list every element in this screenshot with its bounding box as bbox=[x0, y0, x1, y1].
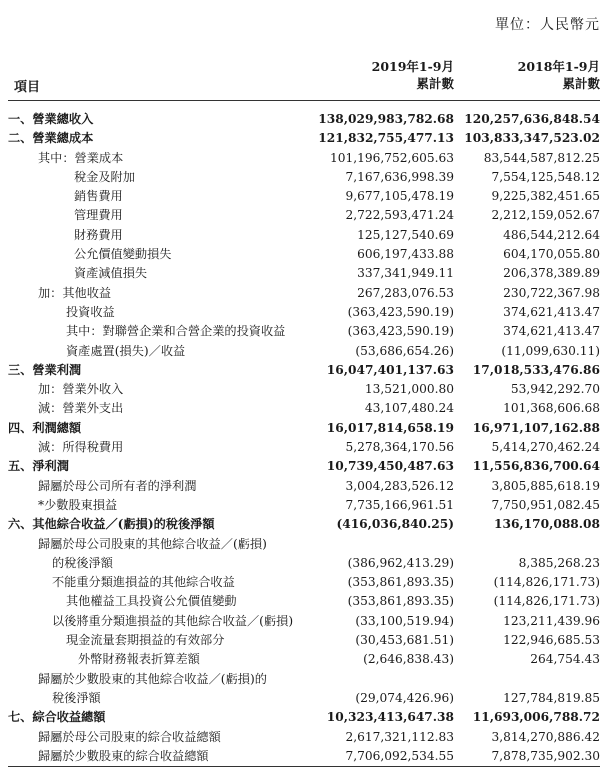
row-value-2018: (114,826,171.73) bbox=[493, 575, 600, 590]
row-label: 管理費用 bbox=[74, 208, 123, 223]
row-label: 五、淨利潤 bbox=[8, 459, 69, 474]
row-label: 歸屬於母公司股東的其他綜合收益／(虧損) bbox=[38, 536, 267, 551]
row-value-2018: 374,621,413.47 bbox=[503, 304, 600, 319]
row-label: 公允價值變動損失 bbox=[74, 247, 172, 262]
row-value-2019: (30,453,681.51) bbox=[355, 633, 454, 648]
row-value-2019: 125,127,540.69 bbox=[357, 227, 454, 242]
row-label: 其中：對聯營企業和合營企業的投資收益 bbox=[66, 324, 286, 339]
row-label: 資產處置(損失)／收益 bbox=[66, 343, 186, 358]
header-col2 bbox=[518, 58, 600, 92]
table-row bbox=[8, 573, 600, 592]
row-value-2019: (386,962,413.29) bbox=[347, 555, 454, 570]
table-row bbox=[8, 226, 600, 245]
table-row bbox=[8, 380, 600, 399]
row-label: 其他權益工具投資公允價值變動 bbox=[66, 594, 237, 609]
row-label: 二、營業總成本 bbox=[8, 131, 94, 146]
table-row bbox=[8, 322, 600, 341]
row-value-2019: 337,341,949.11 bbox=[357, 266, 454, 281]
row-value-2019: (363,423,590.19) bbox=[347, 324, 454, 339]
row-label: 不能重分類進損益的其他綜合收益 bbox=[52, 575, 235, 590]
table-row bbox=[8, 245, 600, 264]
row-value-2019: (353,861,893.35) bbox=[347, 575, 454, 590]
row-value-2018: 9,225,382,451.65 bbox=[491, 189, 600, 204]
row-label: 加：營業外收入 bbox=[38, 382, 124, 397]
row-value-2019: 43,107,480.24 bbox=[364, 401, 454, 416]
row-label: 六、其他綜合收益／(虧損)的稅後淨額 bbox=[8, 517, 215, 532]
table-row bbox=[8, 496, 600, 515]
row-label: 三、營業利潤 bbox=[8, 362, 82, 377]
row-value-2018: 122,946,685.53 bbox=[503, 633, 600, 648]
income-statement-table bbox=[8, 110, 600, 766]
table-row bbox=[8, 168, 600, 187]
row-label: 資產減值損失 bbox=[74, 266, 148, 281]
table-row bbox=[8, 631, 600, 650]
table-row bbox=[8, 206, 600, 225]
row-label: 歸屬於母公司所有者的淨利潤 bbox=[38, 478, 197, 493]
table-row bbox=[8, 650, 600, 669]
row-label: 稅後淨額 bbox=[52, 690, 101, 705]
header-col2-period: 2018年1-9月 bbox=[517, 59, 600, 74]
table-row bbox=[8, 592, 600, 611]
row-value-2019: (353,861,893.35) bbox=[347, 594, 454, 609]
row-value-2018: 5,414,270,462.24 bbox=[491, 440, 600, 455]
row-value-2018: (11,099,630.11) bbox=[501, 343, 600, 358]
row-label: 財務費用 bbox=[74, 227, 123, 242]
row-value-2019: (416,036,840.25) bbox=[336, 517, 454, 532]
row-value-2018: 264,754.43 bbox=[530, 652, 600, 667]
row-value-2018: 120,257,636,848.54 bbox=[464, 112, 600, 126]
row-label: 的稅後淨額 bbox=[52, 555, 113, 570]
row-value-2018: 2,212,159,052.67 bbox=[491, 208, 600, 223]
row-label: 以後將重分類進損益的其他綜合收益／(虧損) bbox=[52, 613, 294, 628]
table-row bbox=[8, 110, 600, 129]
row-value-2019: 121,832,755,477.13 bbox=[318, 131, 454, 146]
header-col1-period: 2019年1-9月 bbox=[371, 59, 454, 74]
table-row bbox=[8, 515, 600, 534]
table-row bbox=[8, 747, 600, 766]
row-value-2018: 206,378,389.89 bbox=[503, 266, 600, 281]
table-row bbox=[8, 708, 600, 727]
row-value-2019: 7,167,636,998.39 bbox=[345, 169, 454, 184]
row-value-2019: (363,423,590.19) bbox=[347, 304, 454, 319]
row-value-2019: 13,521,000.80 bbox=[364, 382, 454, 397]
row-value-2018: 7,750,951,082.45 bbox=[491, 497, 600, 512]
row-label: 歸屬於母公司股東的綜合收益總額 bbox=[38, 729, 221, 744]
row-label: 外幣財務報表折算差額 bbox=[78, 652, 200, 667]
row-value-2018: 604,170,055.80 bbox=[503, 247, 600, 262]
footer-divider bbox=[8, 766, 600, 767]
row-label: 減：營業外支出 bbox=[38, 401, 124, 416]
row-value-2018: 11,556,836,700.64 bbox=[472, 459, 600, 474]
table-row bbox=[8, 612, 600, 631]
row-value-2019: 7,735,166,961.51 bbox=[345, 497, 454, 512]
header-item: 項目 bbox=[14, 80, 41, 95]
table-row bbox=[8, 129, 600, 148]
row-value-2018: 136,170,088.08 bbox=[493, 517, 600, 532]
row-value-2018: 123,211,439.96 bbox=[503, 613, 600, 628]
row-value-2019: 16,047,401,137.63 bbox=[326, 362, 454, 377]
header-col1-cumulative: 累計數 bbox=[416, 76, 454, 91]
row-label: 一、營業總收入 bbox=[8, 112, 94, 126]
row-value-2018: 3,805,885,618.19 bbox=[491, 478, 600, 493]
row-label: 歸屬於少數股東的綜合收益總額 bbox=[38, 748, 209, 763]
row-value-2019: 2,722,593,471.24 bbox=[345, 208, 454, 223]
table-row bbox=[8, 419, 600, 438]
row-label: 歸屬於少數股東的其他綜合收益／(虧損)的 bbox=[38, 671, 267, 686]
row-value-2018: 17,018,533,476.86 bbox=[472, 362, 600, 377]
row-value-2019: 7,706,092,534.55 bbox=[345, 748, 454, 763]
row-value-2018: 7,878,735,902.30 bbox=[491, 748, 600, 763]
row-value-2018: 16,971,107,162.88 bbox=[472, 420, 600, 435]
row-value-2019: 10,323,413,647.38 bbox=[326, 710, 454, 725]
row-label: 四、利潤總額 bbox=[8, 420, 82, 435]
row-value-2018: 486,544,212.64 bbox=[503, 227, 600, 242]
table-row bbox=[8, 264, 600, 283]
currency-unit: 單位：人民幣元 bbox=[495, 17, 600, 33]
row-value-2019: 138,029,983,782.68 bbox=[318, 112, 454, 126]
row-value-2019: (53,686,654.26) bbox=[355, 343, 454, 358]
row-value-2018: 103,833,347,523.02 bbox=[464, 131, 600, 146]
row-value-2019: (33,100,519.94) bbox=[355, 613, 454, 628]
row-label: 現金流量套期損益的有效部分 bbox=[66, 633, 225, 648]
row-value-2019: 16,017,814,658.19 bbox=[326, 420, 454, 435]
row-value-2018: 127,784,819.85 bbox=[503, 690, 600, 705]
row-value-2019: 267,283,076.53 bbox=[357, 285, 454, 300]
table-row bbox=[8, 149, 600, 168]
row-value-2018: 3,814,270,886.42 bbox=[491, 729, 600, 744]
table-row bbox=[8, 554, 600, 573]
header-col2-cumulative: 累計數 bbox=[562, 76, 600, 91]
row-value-2019: 2,617,321,112.83 bbox=[345, 729, 454, 744]
table-row bbox=[8, 438, 600, 457]
header-divider bbox=[8, 100, 600, 101]
row-label: 投資收益 bbox=[66, 304, 115, 319]
table-row bbox=[8, 361, 600, 380]
row-value-2019: (29,074,426.96) bbox=[355, 690, 454, 705]
row-label: 銷售費用 bbox=[74, 189, 123, 204]
row-label: 稅金及附加 bbox=[74, 169, 135, 184]
row-value-2018: 374,621,413.47 bbox=[503, 324, 600, 339]
row-label: *少數股東損益 bbox=[38, 497, 118, 512]
row-label: 加：其他收益 bbox=[38, 285, 112, 300]
table-row bbox=[8, 457, 600, 476]
table-row bbox=[8, 187, 600, 206]
table-row bbox=[8, 670, 600, 689]
row-value-2019: 606,197,433.88 bbox=[357, 247, 454, 262]
row-value-2018: 83,544,587,812.25 bbox=[483, 150, 600, 165]
row-label: 減：所得稅費用 bbox=[38, 440, 124, 455]
table-row bbox=[8, 303, 600, 322]
row-value-2019: (2,646,838.43) bbox=[363, 652, 454, 667]
row-value-2018: 11,693,006,788.72 bbox=[472, 710, 600, 725]
row-value-2018: 7,554,125,548.12 bbox=[491, 169, 600, 184]
row-label: 其中：營業成本 bbox=[38, 150, 124, 165]
row-value-2018: 8,385,268.23 bbox=[518, 555, 600, 570]
row-value-2018: 53,942,292.70 bbox=[510, 382, 600, 397]
table-row bbox=[8, 284, 600, 303]
row-value-2018: (114,826,171.73) bbox=[493, 594, 600, 609]
table-row bbox=[8, 342, 600, 361]
table-row bbox=[8, 535, 600, 554]
table-row bbox=[8, 689, 600, 708]
row-label: 七、綜合收益總額 bbox=[8, 710, 106, 725]
row-value-2019: 5,278,364,170.56 bbox=[345, 440, 454, 455]
row-value-2018: 101,368,606.68 bbox=[503, 401, 600, 416]
row-value-2018: 230,722,367.98 bbox=[503, 285, 600, 300]
row-value-2019: 3,004,283,526.12 bbox=[345, 478, 454, 493]
row-value-2019: 10,739,450,487.63 bbox=[326, 459, 454, 474]
row-value-2019: 101,196,752,605.63 bbox=[329, 150, 454, 165]
table-row bbox=[8, 728, 600, 747]
table-row bbox=[8, 477, 600, 496]
header-col1 bbox=[372, 58, 454, 92]
table-row bbox=[8, 399, 600, 418]
row-value-2019: 9,677,105,478.19 bbox=[345, 189, 454, 204]
